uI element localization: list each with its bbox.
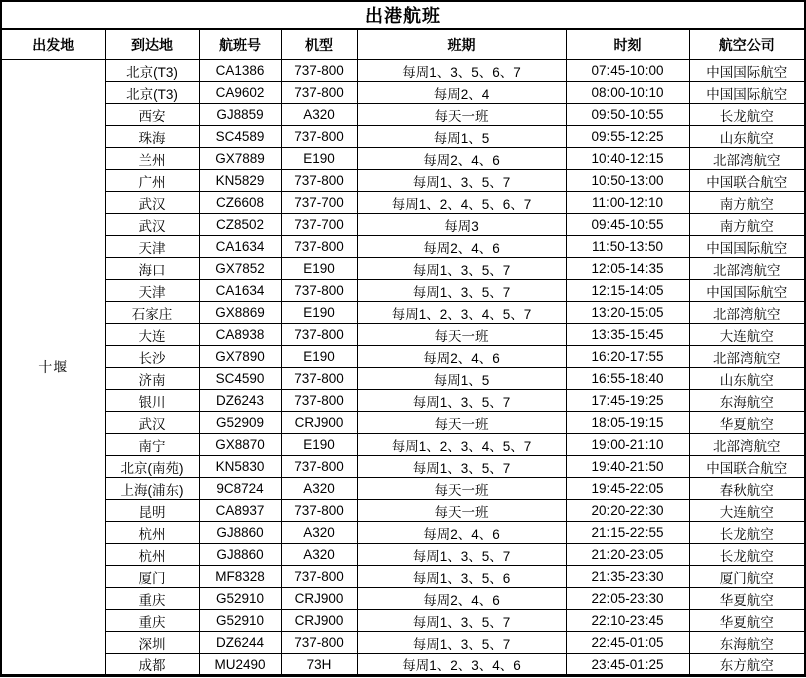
aircraft-type-cell: 737-800 bbox=[281, 500, 357, 522]
flight-no-cell: GX8870 bbox=[199, 434, 281, 456]
schedule-cell: 每天一班 bbox=[357, 500, 566, 522]
table-row bbox=[1, 368, 805, 390]
destination-cell: 昆明 bbox=[105, 500, 199, 522]
flight-no-cell: SC4589 bbox=[199, 126, 281, 148]
flight-no-cell: GX7890 bbox=[199, 346, 281, 368]
flight-no-cell: CZ6608 bbox=[199, 192, 281, 214]
schedule-cell: 每周1、5 bbox=[357, 368, 566, 390]
aircraft-type-cell: E190 bbox=[281, 302, 357, 324]
table-row bbox=[1, 302, 805, 324]
airline-cell: 春秋航空 bbox=[689, 478, 805, 500]
flight-no-cell: MU2490 bbox=[199, 654, 281, 676]
destination-cell: 武汉 bbox=[105, 412, 199, 434]
airline-cell: 中国联合航空 bbox=[689, 170, 805, 192]
time-cell: 09:45-10:55 bbox=[566, 214, 689, 236]
schedule-cell: 每周1、3、5、7 bbox=[357, 632, 566, 654]
table-row bbox=[1, 566, 805, 588]
destination-cell: 厦门 bbox=[105, 566, 199, 588]
destination-cell: 兰州 bbox=[105, 148, 199, 170]
aircraft-type-cell: 737-800 bbox=[281, 566, 357, 588]
schedule-cell: 每周1、3、5、7 bbox=[357, 610, 566, 632]
aircraft-type-cell: A320 bbox=[281, 478, 357, 500]
column-header-row bbox=[1, 29, 805, 60]
table-row bbox=[1, 236, 805, 258]
flight-no-cell: CA8937 bbox=[199, 500, 281, 522]
flight-no-cell: GX7889 bbox=[199, 148, 281, 170]
page-title: 出港航班 bbox=[1, 1, 805, 29]
flight-no-cell: GJ8860 bbox=[199, 522, 281, 544]
flight-no-cell: DZ6243 bbox=[199, 390, 281, 412]
flight-no-cell: CA8938 bbox=[199, 324, 281, 346]
schedule-cell: 每周3 bbox=[357, 214, 566, 236]
table-row bbox=[1, 456, 805, 478]
aircraft-type-cell: 737-800 bbox=[281, 170, 357, 192]
time-cell: 11:00-12:10 bbox=[566, 192, 689, 214]
schedule-cell: 每天一班 bbox=[357, 324, 566, 346]
time-cell: 13:35-15:45 bbox=[566, 324, 689, 346]
flight-no-cell: DZ6244 bbox=[199, 632, 281, 654]
table-row bbox=[1, 434, 805, 456]
airline-cell: 中国国际航空 bbox=[689, 82, 805, 104]
destination-cell: 重庆 bbox=[105, 588, 199, 610]
time-cell: 16:55-18:40 bbox=[566, 368, 689, 390]
flight-no-cell: MF8328 bbox=[199, 566, 281, 588]
time-cell: 21:15-22:55 bbox=[566, 522, 689, 544]
schedule-cell: 每周2、4、6 bbox=[357, 148, 566, 170]
table-row bbox=[1, 412, 805, 434]
schedule-cell: 每周1、5 bbox=[357, 126, 566, 148]
schedule-cell: 每周1、3、5、7 bbox=[357, 280, 566, 302]
schedule-cell: 每周1、2、3、4、6 bbox=[357, 654, 566, 676]
flights-tbody bbox=[1, 60, 805, 676]
schedule-cell: 每周2、4、6 bbox=[357, 236, 566, 258]
time-cell: 17:45-19:25 bbox=[566, 390, 689, 412]
schedule-cell: 每天一班 bbox=[357, 412, 566, 434]
aircraft-type-cell: 737-800 bbox=[281, 82, 357, 104]
destination-cell: 珠海 bbox=[105, 126, 199, 148]
table-row bbox=[1, 544, 805, 566]
table-row bbox=[1, 346, 805, 368]
table-row bbox=[1, 258, 805, 280]
schedule-cell: 每周1、2、4、5、6、7 bbox=[357, 192, 566, 214]
airline-cell: 长龙航空 bbox=[689, 544, 805, 566]
time-cell: 10:40-12:15 bbox=[566, 148, 689, 170]
flight-no-cell: KN5829 bbox=[199, 170, 281, 192]
flight-no-cell: GX8869 bbox=[199, 302, 281, 324]
table-row bbox=[1, 610, 805, 632]
flight-no-cell: 9C8724 bbox=[199, 478, 281, 500]
schedule-cell: 每周1、2、3、4、5、7 bbox=[357, 434, 566, 456]
destination-cell: 大连 bbox=[105, 324, 199, 346]
time-cell: 08:00-10:10 bbox=[566, 82, 689, 104]
destination-cell: 重庆 bbox=[105, 610, 199, 632]
destination-cell: 天津 bbox=[105, 280, 199, 302]
time-cell: 12:15-14:05 bbox=[566, 280, 689, 302]
table-row bbox=[1, 588, 805, 610]
flight-no-cell: GJ8860 bbox=[199, 544, 281, 566]
schedule-cell: 每周1、3、5、7 bbox=[357, 258, 566, 280]
destination-cell: 北京(T3) bbox=[105, 82, 199, 104]
destination-cell: 杭州 bbox=[105, 544, 199, 566]
schedule-cell: 每周1、3、5、6 bbox=[357, 566, 566, 588]
time-cell: 21:20-23:05 bbox=[566, 544, 689, 566]
airline-cell: 长龙航空 bbox=[689, 104, 805, 126]
table-row bbox=[1, 148, 805, 170]
schedule-cell: 每周1、3、5、6、7 bbox=[357, 60, 566, 82]
destination-cell: 武汉 bbox=[105, 192, 199, 214]
table-row bbox=[1, 654, 805, 676]
schedule-cell: 每周2、4、6 bbox=[357, 522, 566, 544]
column-header-aircraft-type: 机型 bbox=[281, 29, 357, 60]
airline-cell: 北部湾航空 bbox=[689, 346, 805, 368]
destination-cell: 石家庄 bbox=[105, 302, 199, 324]
schedule-cell: 每周2、4 bbox=[357, 82, 566, 104]
time-cell: 16:20-17:55 bbox=[566, 346, 689, 368]
column-header-schedule: 班期 bbox=[357, 29, 566, 60]
destination-cell: 天津 bbox=[105, 236, 199, 258]
flight-no-cell: G52909 bbox=[199, 412, 281, 434]
airline-cell: 华夏航空 bbox=[689, 588, 805, 610]
destination-cell: 西安 bbox=[105, 104, 199, 126]
time-cell: 23:45-01:25 bbox=[566, 654, 689, 676]
destination-cell: 成都 bbox=[105, 654, 199, 676]
aircraft-type-cell: A320 bbox=[281, 544, 357, 566]
aircraft-type-cell: A320 bbox=[281, 104, 357, 126]
time-cell: 20:20-22:30 bbox=[566, 500, 689, 522]
schedule-cell: 每天一班 bbox=[357, 104, 566, 126]
airline-cell: 华夏航空 bbox=[689, 412, 805, 434]
airline-cell: 中国国际航空 bbox=[689, 280, 805, 302]
airline-cell: 北部湾航空 bbox=[689, 434, 805, 456]
destination-cell: 济南 bbox=[105, 368, 199, 390]
time-cell: 10:50-13:00 bbox=[566, 170, 689, 192]
table-row bbox=[1, 170, 805, 192]
aircraft-type-cell: A320 bbox=[281, 522, 357, 544]
table-row bbox=[1, 522, 805, 544]
flight-no-cell: GJ8859 bbox=[199, 104, 281, 126]
schedule-cell: 每周1、3、5、7 bbox=[357, 544, 566, 566]
aircraft-type-cell: 737-800 bbox=[281, 324, 357, 346]
schedule-cell: 每周1、3、5、7 bbox=[357, 390, 566, 412]
column-header-flight-no: 航班号 bbox=[199, 29, 281, 60]
time-cell: 22:05-23:30 bbox=[566, 588, 689, 610]
airline-cell: 北部湾航空 bbox=[689, 148, 805, 170]
aircraft-type-cell: 73H bbox=[281, 654, 357, 676]
table-row bbox=[1, 500, 805, 522]
column-header-airline: 航空公司 bbox=[689, 29, 805, 60]
schedule-cell: 每天一班 bbox=[357, 478, 566, 500]
airline-cell: 山东航空 bbox=[689, 126, 805, 148]
airline-cell: 大连航空 bbox=[689, 324, 805, 346]
time-cell: 21:35-23:30 bbox=[566, 566, 689, 588]
flight-no-cell: CA9602 bbox=[199, 82, 281, 104]
title-row bbox=[1, 1, 805, 29]
flight-no-cell: CA1634 bbox=[199, 280, 281, 302]
airline-cell: 东海航空 bbox=[689, 632, 805, 654]
table-row bbox=[1, 632, 805, 654]
airline-cell: 长龙航空 bbox=[689, 522, 805, 544]
aircraft-type-cell: 737-700 bbox=[281, 214, 357, 236]
aircraft-type-cell: 737-800 bbox=[281, 390, 357, 412]
destination-cell: 银川 bbox=[105, 390, 199, 412]
airline-cell: 东海航空 bbox=[689, 390, 805, 412]
airline-cell: 中国国际航空 bbox=[689, 236, 805, 258]
time-cell: 12:05-14:35 bbox=[566, 258, 689, 280]
time-cell: 13:20-15:05 bbox=[566, 302, 689, 324]
flight-no-cell: G52910 bbox=[199, 610, 281, 632]
aircraft-type-cell: 737-800 bbox=[281, 456, 357, 478]
departure-city-cell: 十堰 bbox=[1, 60, 105, 676]
time-cell: 19:45-22:05 bbox=[566, 478, 689, 500]
airline-cell: 北部湾航空 bbox=[689, 258, 805, 280]
flight-no-cell: SC4590 bbox=[199, 368, 281, 390]
destination-cell: 北京(南苑) bbox=[105, 456, 199, 478]
airline-cell: 华夏航空 bbox=[689, 610, 805, 632]
table-row bbox=[1, 126, 805, 148]
schedule-cell: 每周1、2、3、4、5、7 bbox=[357, 302, 566, 324]
table-row bbox=[1, 192, 805, 214]
flight-no-cell: G52910 bbox=[199, 588, 281, 610]
time-cell: 19:00-21:10 bbox=[566, 434, 689, 456]
table-row bbox=[1, 104, 805, 126]
airline-cell: 南方航空 bbox=[689, 192, 805, 214]
schedule-cell: 每周1、3、5、7 bbox=[357, 170, 566, 192]
flight-no-cell: CA1634 bbox=[199, 236, 281, 258]
destination-cell: 长沙 bbox=[105, 346, 199, 368]
table-row bbox=[1, 390, 805, 412]
flight-no-cell: CA1386 bbox=[199, 60, 281, 82]
aircraft-type-cell: 737-800 bbox=[281, 60, 357, 82]
time-cell: 09:55-12:25 bbox=[566, 126, 689, 148]
time-cell: 11:50-13:50 bbox=[566, 236, 689, 258]
destination-cell: 海口 bbox=[105, 258, 199, 280]
aircraft-type-cell: E190 bbox=[281, 346, 357, 368]
time-cell: 09:50-10:55 bbox=[566, 104, 689, 126]
aircraft-type-cell: 737-800 bbox=[281, 280, 357, 302]
aircraft-type-cell: CRJ900 bbox=[281, 412, 357, 434]
schedule-cell: 每周1、3、5、7 bbox=[357, 456, 566, 478]
aircraft-type-cell: 737-800 bbox=[281, 236, 357, 258]
airline-cell: 东方航空 bbox=[689, 654, 805, 676]
table-row bbox=[1, 280, 805, 302]
time-cell: 22:45-01:05 bbox=[566, 632, 689, 654]
table-row bbox=[1, 214, 805, 236]
column-header-departure: 出发地 bbox=[1, 29, 105, 60]
schedule-cell: 每周2、4、6 bbox=[357, 346, 566, 368]
time-cell: 19:40-21:50 bbox=[566, 456, 689, 478]
destination-cell: 南宁 bbox=[105, 434, 199, 456]
destination-cell: 广州 bbox=[105, 170, 199, 192]
aircraft-type-cell: E190 bbox=[281, 434, 357, 456]
aircraft-type-cell: 737-700 bbox=[281, 192, 357, 214]
airline-cell: 大连航空 bbox=[689, 500, 805, 522]
airline-cell: 南方航空 bbox=[689, 214, 805, 236]
table-head bbox=[1, 1, 805, 60]
flight-no-cell: KN5830 bbox=[199, 456, 281, 478]
destination-cell: 杭州 bbox=[105, 522, 199, 544]
aircraft-type-cell: E190 bbox=[281, 258, 357, 280]
flight-no-cell: CZ8502 bbox=[199, 214, 281, 236]
table-row bbox=[1, 82, 805, 104]
aircraft-type-cell: E190 bbox=[281, 148, 357, 170]
aircraft-type-cell: 737-800 bbox=[281, 368, 357, 390]
aircraft-type-cell: 737-800 bbox=[281, 632, 357, 654]
destination-cell: 深圳 bbox=[105, 632, 199, 654]
airline-cell: 北部湾航空 bbox=[689, 302, 805, 324]
schedule-cell: 每周2、4、6 bbox=[357, 588, 566, 610]
column-header-destination: 到达地 bbox=[105, 29, 199, 60]
airline-cell: 山东航空 bbox=[689, 368, 805, 390]
destination-cell: 北京(T3) bbox=[105, 60, 199, 82]
destination-cell: 上海(浦东) bbox=[105, 478, 199, 500]
aircraft-type-cell: 737-800 bbox=[281, 126, 357, 148]
time-cell: 22:10-23:45 bbox=[566, 610, 689, 632]
flight-no-cell: GX7852 bbox=[199, 258, 281, 280]
aircraft-type-cell: CRJ900 bbox=[281, 610, 357, 632]
table-row bbox=[1, 324, 805, 346]
airline-cell: 中国联合航空 bbox=[689, 456, 805, 478]
time-cell: 18:05-19:15 bbox=[566, 412, 689, 434]
airline-cell: 中国国际航空 bbox=[689, 60, 805, 82]
table-row bbox=[1, 478, 805, 500]
destination-cell: 武汉 bbox=[105, 214, 199, 236]
airline-cell: 厦门航空 bbox=[689, 566, 805, 588]
time-cell: 07:45-10:00 bbox=[566, 60, 689, 82]
aircraft-type-cell: CRJ900 bbox=[281, 588, 357, 610]
column-header-time: 时刻 bbox=[566, 29, 689, 60]
table-row bbox=[1, 60, 805, 82]
